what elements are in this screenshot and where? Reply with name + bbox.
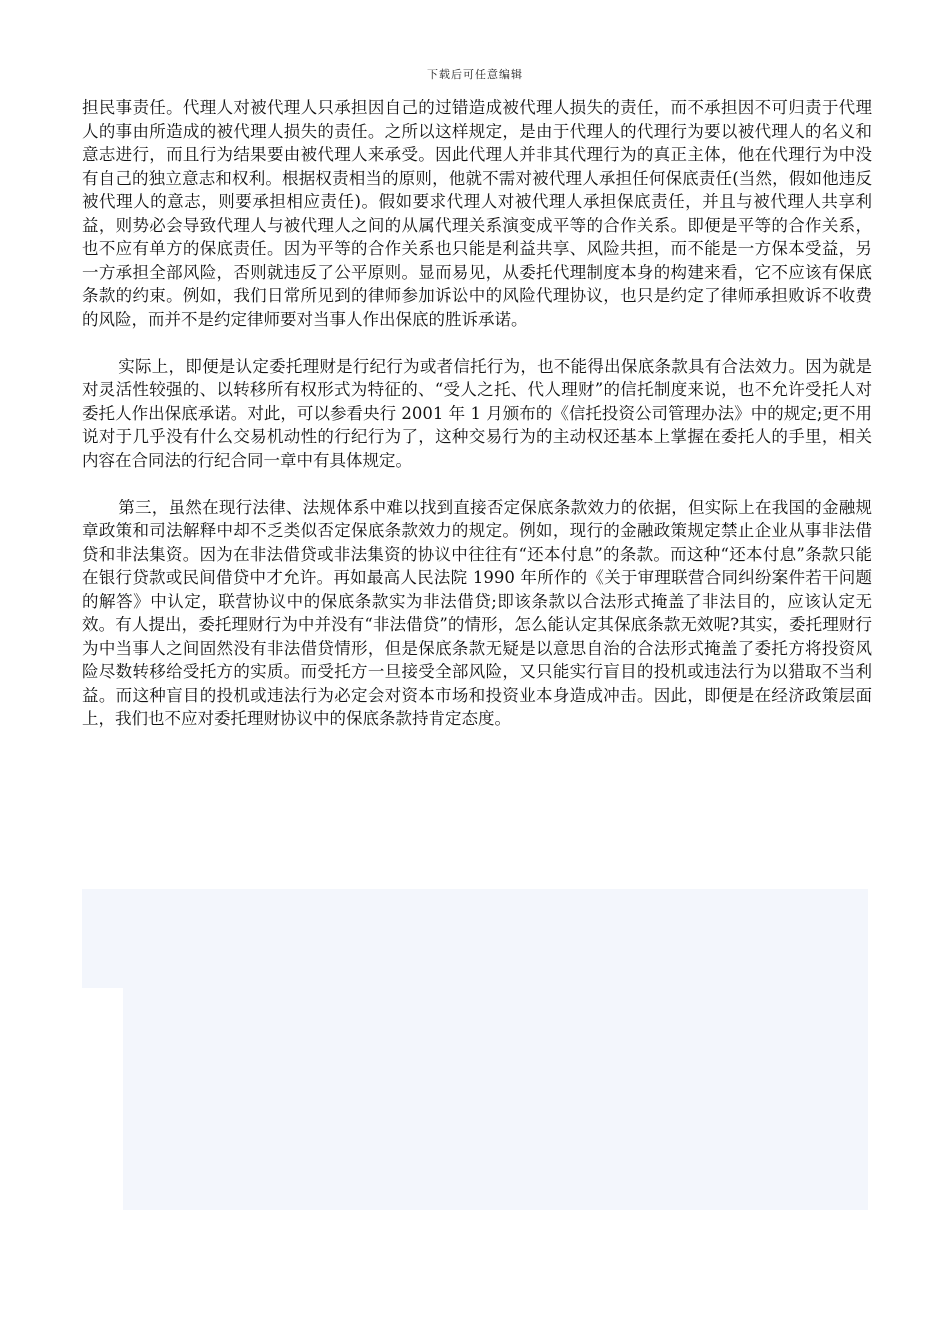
shaded-placeholder-top	[82, 889, 868, 988]
document-body	[82, 96, 872, 754]
page-header: 下载后可任意编辑	[427, 68, 523, 81]
shaded-placeholder-main	[123, 988, 868, 1210]
paragraph-3: 第三，虽然在现行法律、法规体系中难以找到直接否定保底条款效力的依据，但实际上在我国的金融规章政策和司法解释中却不乏类似否定保底条款效力的规定。例如，现行的金融政策规定禁止企业从事非法借贷和非法集资。因为在非法借贷或非法集资的协议中往往有“还本付息”的条款。而这种“还本付息”条款只能在银行贷款或民间借贷中才允许。再如最高人民法院 1990 年所作的《关于审理联营合同纠纷案件若干问题的解答》中认定，联营协议中的保底条款实为非法借贷;即该条款以合法形式掩盖了非法目的，应该认定无效。有人提出，委托理财行为中并没有“非法借贷”的情形，怎么能认定其保底条款无效呢?其实，委托理财行为中当事人之间固然没有非法借贷情形，但是保底条款无疑是以意思自治的合法形式掩盖了委托方将投资风险尽数转移给受托方的实质。而受托方一旦接受全部风险，又只能实行盲目的投机或违法行为以猎取不当利益。而这种盲目的投机或违法行为必定会对资本市场和投资业本身造成冲击。因此，即便是在经济政策层面上，我们也不应对委托理财协议中的保底条款持肯定态度。	[82, 497, 872, 728]
paragraph-2: 实际上，即便是认定委托理财是行纪行为或者信托行为，也不能得出保底条款具有合法效力。因为就是对灵活性较强的、以转移所有权形式为特征的、“受人之托、代人理财”的信托制度来说，也不允许受托人对委托人作出保底承诺。对此，可以参看央行 2001 年 1 月颁布的《信托投资公司管理办法》中的规定;更不用说对于几乎没有什么交易机动性的行纪行为了，这种交易行为的主动权还基本上掌握在委托人的手里，相关内容在合同法的行纪合同一章中有具体规定。	[82, 356, 872, 470]
paragraph-1: 担民事责任。代理人对被代理人只承担因自己的过错造成被代理人损失的责任，而不承担因不可归责于代理人的事由所造成的被代理人损失的责任。之所以这样规定，是由于代理人的代理行为要以被代理人的名义和意志进行，而且行为结果要由被代理人来承受。因此代理人并非其代理行为的真正主体，他在代理行为中没有自己的独立意志和权利。根据权责相当的原则，他就不需对被代理人承担任何保底责任(当然，假如他违反被代理人的意志，则要承担相应责任)。假如要求代理人对被代理人承担保底责任，并且与被代理人共享利益，则势必会导致代理人与被代理人之间的从属代理关系演变成平等的合作关系。即便是平等的合作关系，也不应有单方的保底责任。因为平等的合作关系也只能是利益共享、风险共担，而不能是一方保本受益，另一方承担全部风险，否则就违反了公平原则。显而易见，从委托代理制度本身的构建来看，它不应该有保底条款的约束。例如，我们日常所见到的律师参加诉讼中的风险代理协议，也只是约定了律师承担败诉不收费的风险，而并不是约定律师要对当事人作出保底的胜诉承诺。	[82, 98, 872, 329]
